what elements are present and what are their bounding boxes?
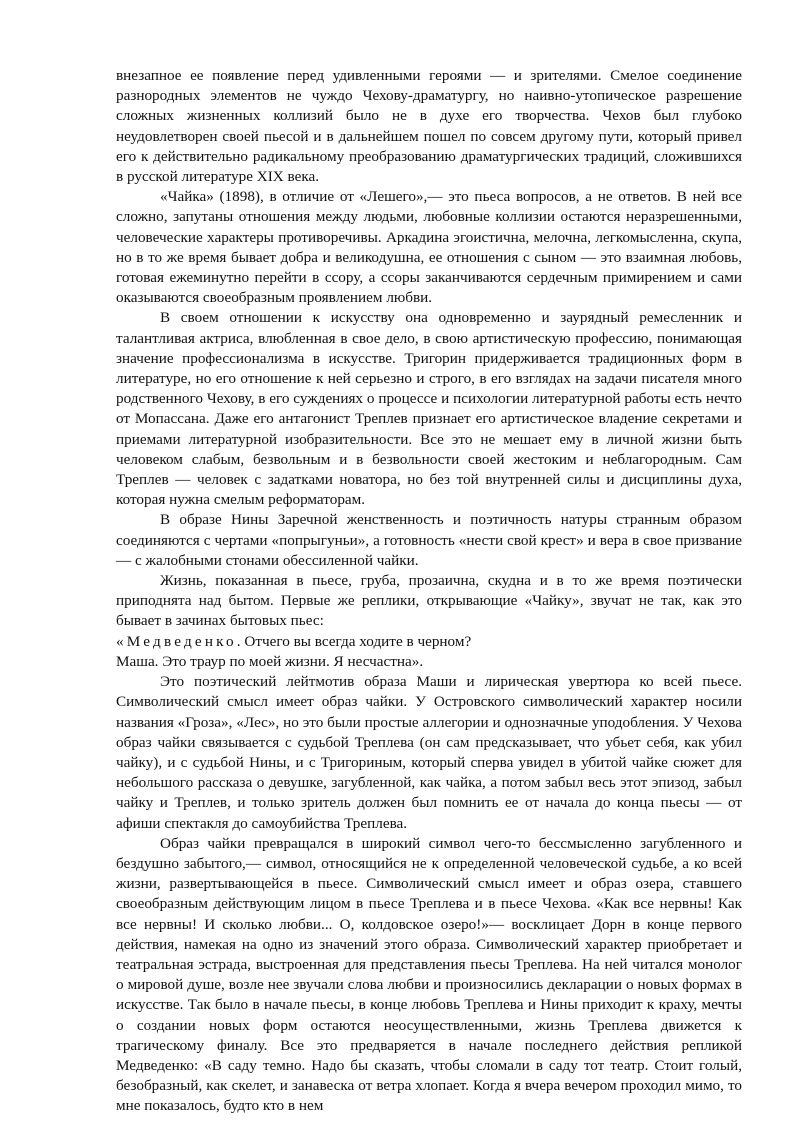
dialogue-line <box>116 632 742 652</box>
document-page <box>116 66 742 1117</box>
paragraph: В образе Нины Заречной женственность и поэтичность натуры странным образом соединяются с чертами «попрыгуньи», а готовность «нести свой крест» и вера в свое призвание — с жалобными стонами обессиленной чайки. <box>116 511 742 569</box>
dialogue-text: Маша. Это траур по моей жизни. Я несчастна». <box>116 652 424 670</box>
paragraph: В своем отношении к искусству она одновременно и заурядный ремесленник и талантливая актриса, влюбленная в свое дело, в свою артистическую профессию, понимающая значение профессионализма в искусстве. Тригорин придерживается традиционных форм в литературе, но его отношение к ней серьезно и строго, в его взглядах на задачи писателя много родственного Чехову, в его суждениях о процессе и психологии литературной работы есть нечто от Мопассана. Даже его антагонист Треплев признает его артистическое владение секретами и приемами литературной изобразительности. Все это не мешает ему в личной жизни быть человеком слабым, безвольным и в безвольности своей жестоким и неблагородным. Сам Треплев — человек с задатками новатора, но без той внутренней силы и дисциплины духа, которая нужна смелым реформаторам. <box>116 309 742 509</box>
paragraph: внезапное ее появление перед удивленными героями — и зрителями. Смелое соединение разнородных элементов не чуждо Чехову-драматургу, но наивно-утопическое разрешение сложных жизненных коллизий было не в духе его творчества. Чехов был глубоко неудовлетворен своей пьесой и в дальнейшем пошел по совсем другому пути, который привел его к действительно радикальному преобразованию драматургических традиций, сложившихся в русской литературе XIX века. <box>116 67 742 186</box>
paragraph: Жизнь, показанная в пьесе, груба, прозаична, скудна и в то же время поэтически приподнята над бытом. Первые же реплики, открывающие «Чайку», звучат не так, как это бывает в зачинах бытовых пьес: <box>116 572 742 630</box>
dialogue-line <box>116 652 742 672</box>
paragraph: «Чайка» (1898), в отличие от «Лешего»,— это пьеса вопросов, а не ответов. В ней все сложно, запутаны отношения между людьми, любовные коллизии остаются неразрешенными, человеческие характеры противоречивы. Аркадина эгоистична, мелочна, легкомысленна, скупа, но в то же время бывает добра и великодушна, ее отношения с сыном — это взаимная любовь, готовая ежеминутно перейти в ссору, а ссоры заканчиваются сердечным примирением и сами оказываются своеобразным проявлением любви. <box>116 188 742 307</box>
dialogue-speaker: «Медведенко <box>116 632 237 650</box>
dialogue-text: . Отчего вы всегда ходите в черном? <box>236 632 472 650</box>
paragraph: Образ чайки превращался в широкий символ чего-то бессмысленно загубленного и бездушно забытого,— символ, относящийся не к определенной человеческой судьбе, а ко всей жизни, развертывающейся в пьесе. Символический смысл имеет и образ озера, ставшего своеобразным действующим лицом в пьесе Треплева и в пьесе Чехова. «Как все нервны! Как все нервны! И сколько любви... О, колдовское озеро!»— восклицает Дорн в конце первого действия, намекая на одно из значений этого образа. Символический характер приобретает и театральная эстрада, выстроенная для представления пьесы Треплева. На ней читался монолог о мировой душе, возле нее звучали слова любви и произносились декларации о новых формах в искусстве. Так было в начале пьесы, в конце любовь Треплева и Нины приходит к краху, мечты о создании новых форм остаются неосуществленными, жизнь Треплева движется к трагическому финалу. Все это предваряется в начале последнего действия репликой Медведенко: «В саду темно. Надо бы сказать, чтобы сломали в саду тот театр. Стоит голый, безобразный, как скелет, и занавеска от ветра хлопает. Когда я вчера вечером проходил мимо, то мне показалось, будто кто в нем <box>116 834 742 1115</box>
paragraph: Это поэтический лейтмотив образа Маши и лирическая увертюра ко всей пьесе. Символический смысл имеет образ чайки. У Островского символический характер носили названия «Гроза», «Лес», но это были простые аллегории и однозначные уподобления. У Чехова образ чайки связывается с судьбой Треплева (он сам предсказывает, что убьет себя, как убил чайку), и с судьбой Нины, и с Тригориным, который сперва увидел в убитой чайке сюжет для небольшого рассказа о девушке, загубленной, как чайка, а потом забыл весь этот эпизод, забыл чайку и Треплев, и только зритель должен был помнить ее от начала до конца пьесы — от афиши спектакля до самоубийства Треплева. <box>116 673 742 832</box>
